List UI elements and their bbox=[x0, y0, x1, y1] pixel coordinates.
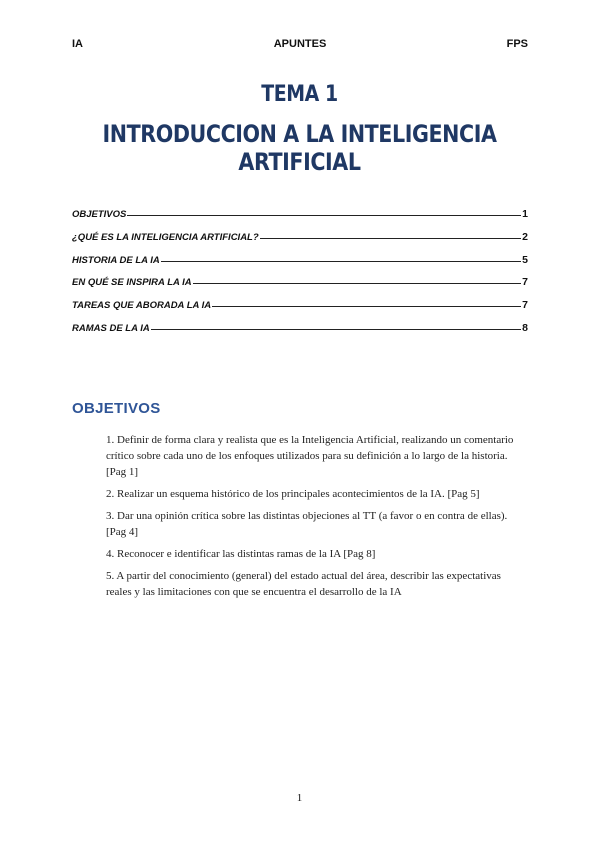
header-right: FPS bbox=[506, 38, 528, 50]
toc-entry-text: EN QUÉ SE INSPIRA LA IA bbox=[72, 277, 192, 289]
toc-leader bbox=[193, 283, 522, 284]
toc-leader bbox=[161, 261, 521, 262]
section-heading: OBJETIVOS bbox=[72, 400, 161, 417]
toc-entry[interactable] bbox=[72, 299, 528, 322]
toc-entry-page: 8 bbox=[522, 321, 528, 334]
page-header bbox=[72, 38, 528, 54]
toc-entry-text: OBJETIVOS bbox=[72, 209, 127, 220]
toc-entry-page: 7 bbox=[522, 276, 528, 289]
toc-entry-page: 7 bbox=[522, 299, 528, 312]
toc-leader bbox=[127, 215, 521, 216]
title-line-2: INTRODUCCION A LA INTELIGENCIA ARTIFICIAL bbox=[102, 120, 497, 176]
table-of-contents bbox=[72, 208, 528, 345]
toc-entry[interactable] bbox=[72, 322, 528, 345]
toc-entry-page: 5 bbox=[522, 253, 528, 266]
toc-entry[interactable] bbox=[72, 208, 528, 231]
toc-entry-text: HISTORIA DE LA IA bbox=[72, 254, 160, 266]
toc-entry-page: 1 bbox=[522, 208, 528, 220]
title-line-1: TEMA 1 bbox=[261, 82, 338, 107]
toc-leader bbox=[260, 238, 522, 239]
objective-item: 4. Reconocer e identificar las distintas ramas de la IA [Pag 8] bbox=[106, 548, 376, 560]
toc-leader bbox=[212, 306, 521, 307]
toc-entry-page: 2 bbox=[522, 230, 528, 243]
toc-entry[interactable] bbox=[72, 231, 528, 254]
toc-entry-text: TAREAS QUE ABORADA LA IA bbox=[72, 300, 212, 312]
objective-item: 3. Dar una opinión crítica sobre las distintas objeciones al TT (a favor o en contra de ellas). [Pag 4] bbox=[106, 510, 508, 538]
objective-item: 1. Definir de forma clara y realista que es la Inteligencia Artificial, realizando un comentario crítico sobre cada uno de los enfoques utilizados para su definición a lo largo de la historia. [Pag 1] bbox=[106, 434, 514, 478]
toc-entry-text: RAMAS DE LA IA bbox=[72, 322, 150, 334]
objectives-list bbox=[106, 432, 528, 606]
header-left: IA bbox=[72, 38, 83, 50]
page-number: 1 bbox=[296, 792, 303, 804]
toc-entry-text: ¿QUÉ ES LA INTELIGENCIA ARTIFICIAL? bbox=[72, 231, 259, 243]
toc-entry[interactable] bbox=[72, 276, 528, 299]
header-center: APUNTES bbox=[273, 38, 327, 50]
toc-leader bbox=[151, 329, 521, 330]
toc-entry[interactable] bbox=[72, 254, 528, 277]
objective-item: 2. Realizar un esquema histórico de los principales acontecimientos de la IA. [Pag 5] bbox=[106, 488, 480, 500]
objective-item: 5. A partir del conocimiento (general) del estado actual del área, describir las expectativas reales y las limitaciones con que se encuentra el desarrollo de la IA bbox=[106, 570, 501, 598]
